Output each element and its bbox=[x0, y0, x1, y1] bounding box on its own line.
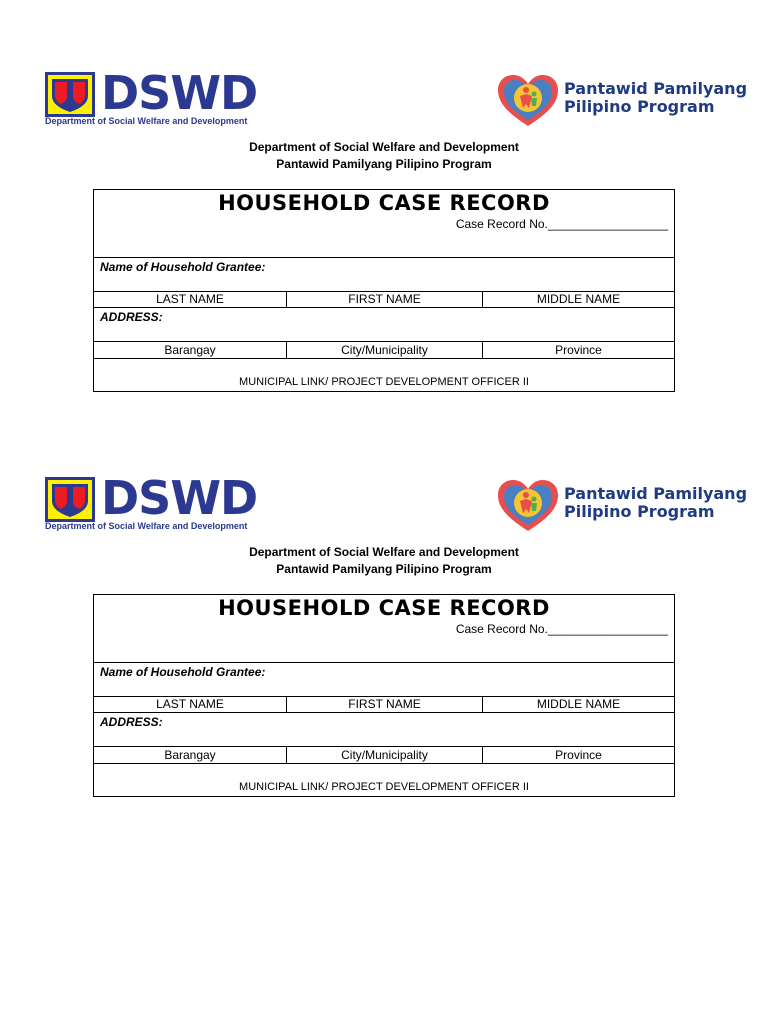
pantawid-logo-line1: Pantawid Pamilyang bbox=[564, 79, 748, 98]
divider bbox=[94, 257, 674, 258]
agency-header bbox=[0, 139, 768, 173]
middle-name-column: MIDDLE NAME bbox=[536, 697, 621, 711]
first-name-column: FIRST NAME bbox=[348, 292, 421, 306]
barangay-column: Barangay bbox=[164, 343, 216, 357]
divider bbox=[94, 746, 674, 747]
dswd-logo bbox=[45, 66, 260, 128]
pantawid-logo bbox=[496, 74, 748, 130]
divider bbox=[94, 662, 674, 663]
pantawid-logo-line2: Pilipino Program bbox=[564, 502, 715, 521]
dswd-wordmark: DSWD bbox=[101, 471, 258, 525]
dswd-emblem-icon bbox=[45, 477, 95, 522]
divider bbox=[94, 307, 674, 308]
grantee-label: Name of Household Grantee: bbox=[100, 260, 266, 274]
barangay-column: Barangay bbox=[164, 748, 216, 762]
pantawid-logo-text bbox=[564, 485, 747, 521]
officer-signature-label: MUNICIPAL LINK/ PROJECT DEVELOPMENT OFFICER II bbox=[239, 376, 529, 388]
divider bbox=[94, 712, 674, 713]
middle-name-column: MIDDLE NAME bbox=[536, 292, 621, 306]
heart-family-icon bbox=[496, 479, 560, 533]
form-title: HOUSEHOLD CASE RECORD bbox=[218, 596, 550, 620]
case-record-form bbox=[93, 189, 675, 392]
divider bbox=[94, 341, 674, 342]
divider bbox=[94, 358, 674, 359]
agency-name: Department of Social Welfare and Development bbox=[249, 140, 519, 154]
case-record-number-field[interactable]: Case Record No.__________________ bbox=[455, 217, 668, 231]
dswd-emblem-icon bbox=[45, 72, 95, 117]
grantee-label: Name of Household Grantee: bbox=[100, 665, 266, 679]
program-name: Pantawid Pamilyang Pilipino Program bbox=[276, 157, 492, 171]
last-name-column: LAST NAME bbox=[156, 292, 224, 306]
dswd-logo-subtitle: Department of Social Welfare and Development bbox=[45, 116, 248, 126]
household-case-record-2 bbox=[0, 465, 768, 805]
agency-header bbox=[0, 544, 768, 578]
pantawid-logo-line2: Pilipino Program bbox=[564, 97, 715, 116]
form-title: HOUSEHOLD CASE RECORD bbox=[218, 191, 550, 215]
province-column: Province bbox=[555, 343, 602, 357]
dswd-wordmark: DSWD bbox=[101, 66, 258, 120]
case-record-number-field[interactable]: Case Record No.__________________ bbox=[455, 622, 668, 636]
officer-signature-label: MUNICIPAL LINK/ PROJECT DEVELOPMENT OFFICER II bbox=[239, 781, 529, 793]
agency-name: Department of Social Welfare and Development bbox=[249, 545, 519, 559]
address-label: ADDRESS: bbox=[100, 310, 163, 324]
first-name-column: FIRST NAME bbox=[348, 697, 421, 711]
case-record-form bbox=[93, 594, 675, 797]
last-name-column: LAST NAME bbox=[156, 697, 224, 711]
pantawid-logo bbox=[496, 479, 748, 535]
divider bbox=[94, 763, 674, 764]
city-municipality-column: City/Municipality bbox=[341, 748, 428, 762]
program-name: Pantawid Pamilyang Pilipino Program bbox=[276, 562, 492, 576]
dswd-logo-subtitle: Department of Social Welfare and Development bbox=[45, 521, 248, 531]
pantawid-logo-line1: Pantawid Pamilyang bbox=[564, 484, 748, 503]
dswd-logo bbox=[45, 471, 260, 533]
household-case-record-1 bbox=[0, 60, 768, 400]
pantawid-logo-text bbox=[564, 80, 747, 116]
province-column: Province bbox=[555, 748, 602, 762]
heart-family-icon bbox=[496, 74, 560, 128]
address-label: ADDRESS: bbox=[100, 715, 163, 729]
city-municipality-column: City/Municipality bbox=[341, 343, 428, 357]
